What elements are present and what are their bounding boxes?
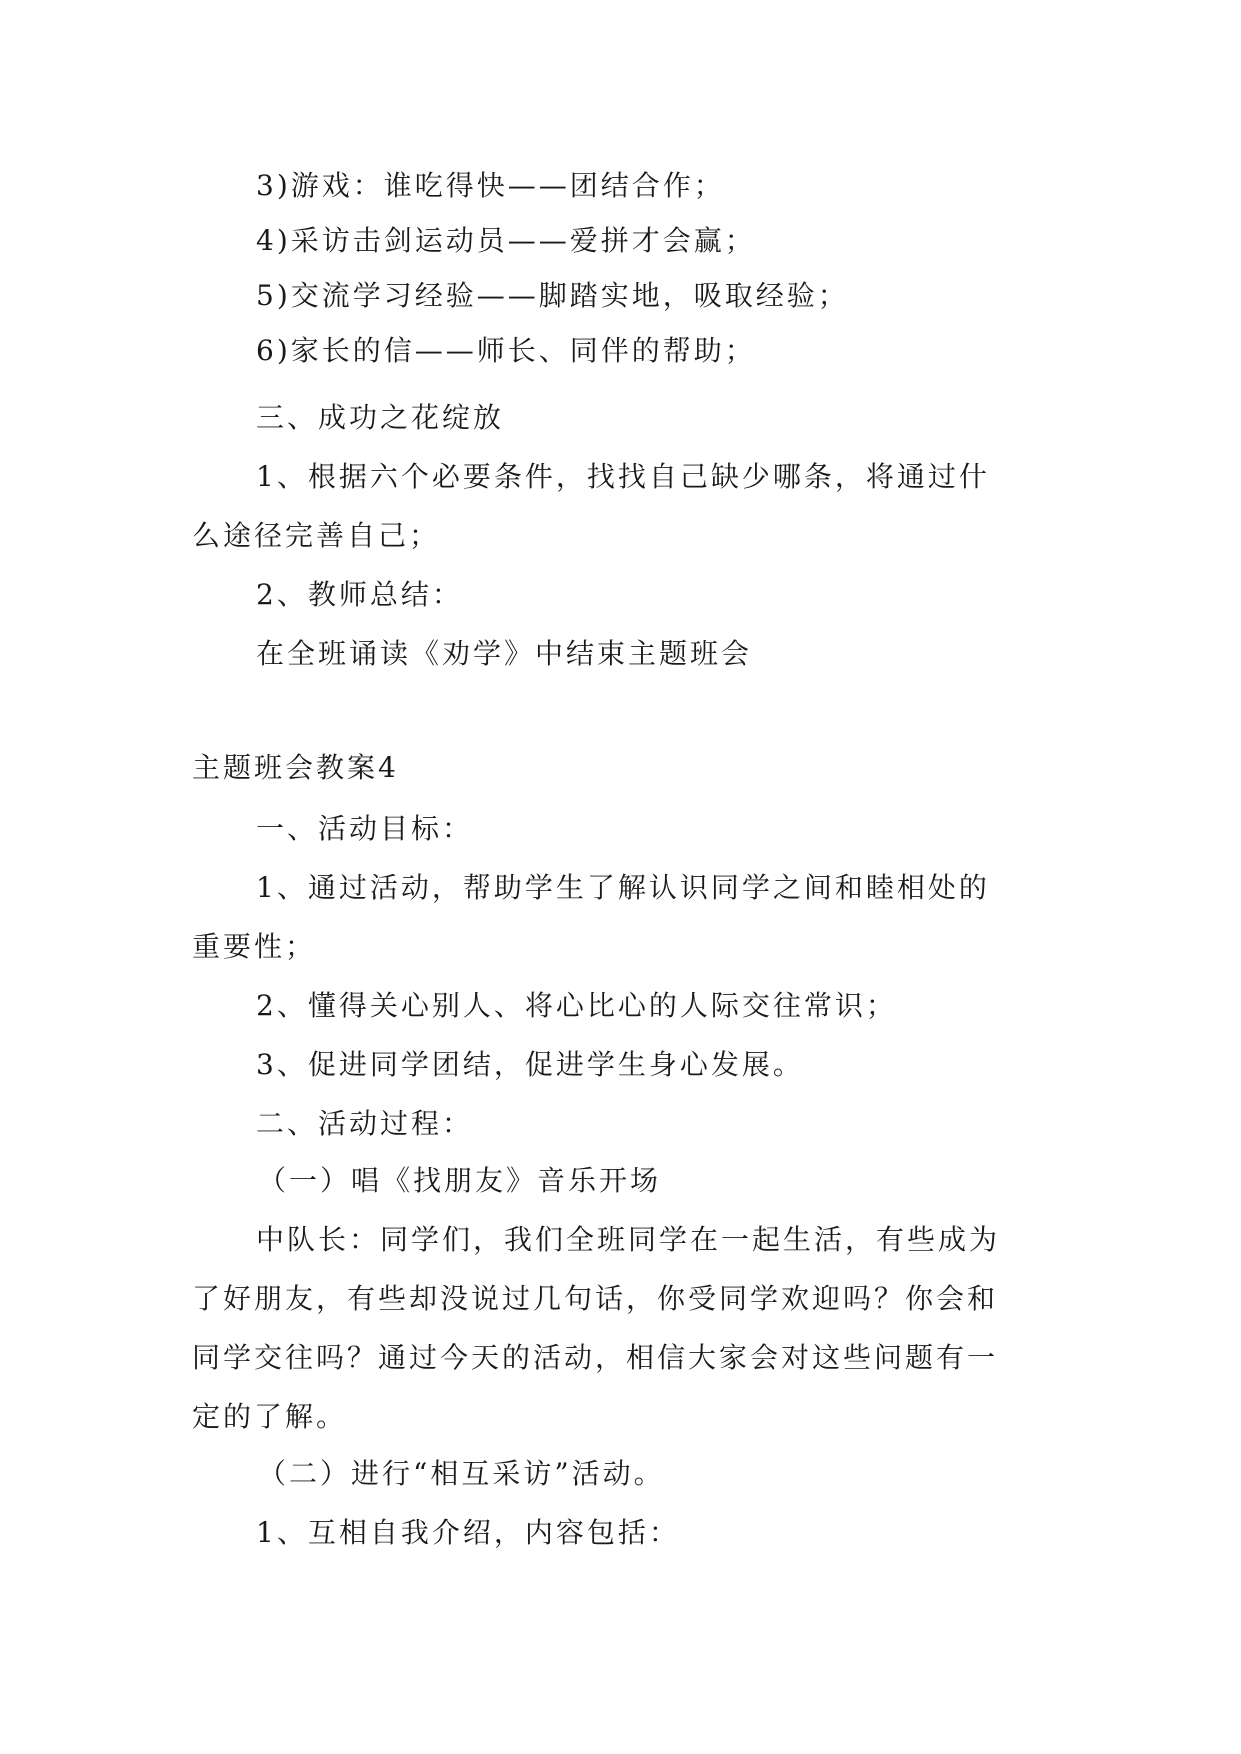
text-line: 6)家长的信——师长、同伴的帮助； bbox=[256, 334, 756, 367]
text-line: 5)交流学习经验——脚踏实地，吸取经验； bbox=[256, 279, 849, 312]
text-line: 在全班诵读《劝学》中结束主题班会 bbox=[256, 637, 753, 670]
text-line: 2、懂得关心别人、将心比心的人际交往常识； bbox=[256, 989, 897, 1022]
subsection-heading: （一）唱《找朋友》音乐开场 bbox=[258, 1164, 662, 1197]
text-line: 定的了解。 bbox=[192, 1400, 348, 1433]
text-line: 1、通过活动，帮助学生了解认识同学之间和睦相处的 bbox=[256, 871, 990, 904]
text-line: 了好朋友，有些却没说过几句话，你受同学欢迎吗？你会和 bbox=[192, 1282, 999, 1315]
section-heading: 二、活动过程： bbox=[256, 1107, 474, 1140]
text-line: 同学交往吗？通过今天的活动，相信大家会对这些问题有一 bbox=[192, 1341, 999, 1374]
text-line: 么途径完善自己； bbox=[192, 519, 441, 552]
document-title: 主题班会教案4 bbox=[192, 751, 399, 784]
text-line: 3)游戏：谁吃得快——团结合作； bbox=[256, 169, 725, 202]
text-line: 1、互相自我介绍，内容包括： bbox=[256, 1516, 680, 1549]
subsection-heading: （二）进行“相互采访”活动。 bbox=[258, 1457, 665, 1490]
text-line: 4)采访击剑运动员——爱拼才会赢； bbox=[256, 224, 756, 257]
text-line: 1、根据六个必要条件，找找自己缺少哪条，将通过什 bbox=[256, 460, 990, 493]
text-line: 中队长：同学们，我们全班同学在一起生活，有些成为 bbox=[256, 1223, 1001, 1256]
section-heading: 一、活动目标： bbox=[256, 812, 474, 845]
text-line: 3、促进同学团结，促进学生身心发展。 bbox=[256, 1048, 804, 1081]
section-heading: 三、成功之花绽放 bbox=[256, 401, 505, 434]
text-line: 2、教师总结： bbox=[256, 578, 463, 611]
text-line: 重要性； bbox=[192, 930, 317, 963]
